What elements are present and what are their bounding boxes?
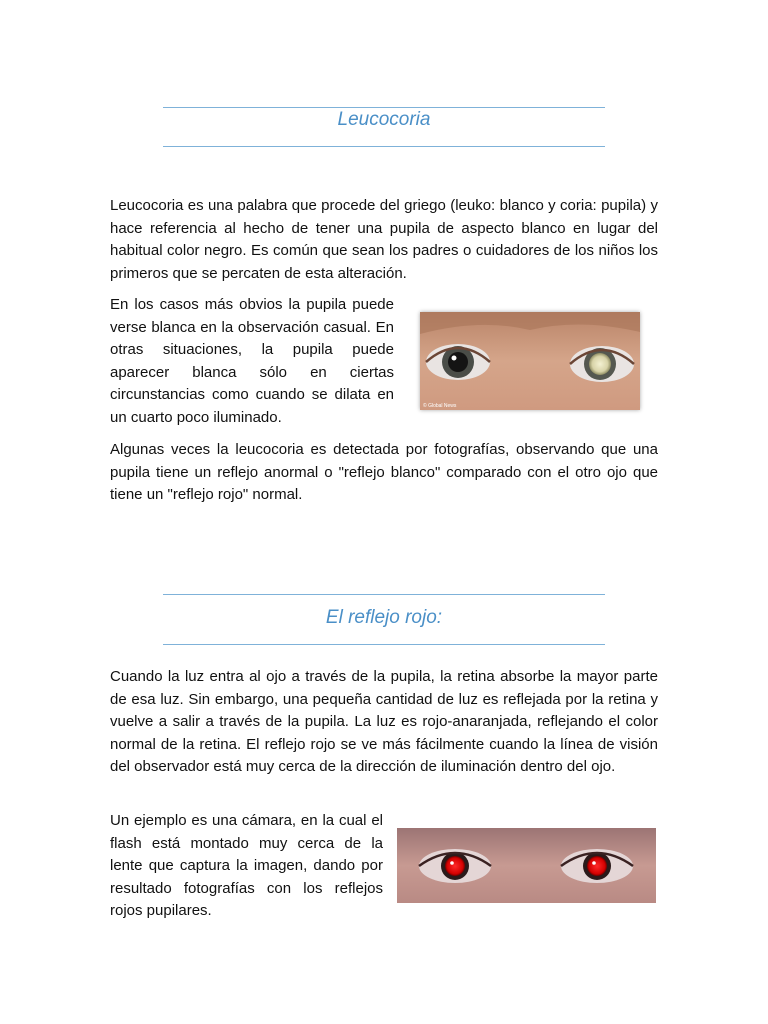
section-title-red-reflex: El reflejo rojo:: [325, 607, 443, 628]
paragraph-camera-example: Un ejemplo es una cámara, en la cual el flash está montado muy cerca de la lente que captura la imagen, dando por resultado fotografías con los reflejos rojos pupilares.: [110, 812, 383, 919]
paragraph-white-pupil: En los casos más obvios la pupila puede verse blanca en la observación casual. En otras situaciones, la pupila puede aparecer blanca sólo en ciertas circunstancias como cuando se dilata en un cuarto poco iluminado.: [110, 296, 394, 426]
title-rule-bottom-2: [163, 644, 605, 645]
photo-credit: © Global News: [423, 403, 457, 409]
title-rule-top-2: [163, 594, 605, 595]
title-rule-top: [163, 107, 605, 108]
paragraph-red-reflex: Cuando la luz entra al ojo a través de la pupila, la retina absorbe la mayor parte de esa luz. Sin embargo, una pequeña cantidad de luz es reflejada por la retina y vuelve a salir a través de la pupila. La luz es rojo-anaranjada, reflejando el color normal de la retina. El reflejo rojo se ve más fácilmente cuando la línea de visión del observador está muy cerca de la dirección de iluminación dentro del ojo.: [110, 668, 658, 775]
paragraph-intro: Leucocoria es una palabra que procede del griego (leuko: blanco y coria: pupila) y hace referencia al hecho de tener una pupila de aspecto blanco en lugar del habitual color negro. Es común que sean los padres o cuidadores de los niños los primeros que se percaten de esta alteración.: [110, 197, 658, 282]
section-title-leucocoria: Leucocoria: [337, 109, 431, 130]
leukocoria-eyes-photo: [420, 312, 640, 410]
title-rule-bottom: [163, 146, 605, 147]
red-eye-photo: [397, 828, 656, 903]
paragraph-photo-detection: Algunas veces la leucocoria es detectada por fotografías, observando que una pupila tiene un reflejo anormal o "reflejo blanco" comparado con el otro ojo que tiene un "reflejo rojo" normal.: [110, 441, 658, 503]
